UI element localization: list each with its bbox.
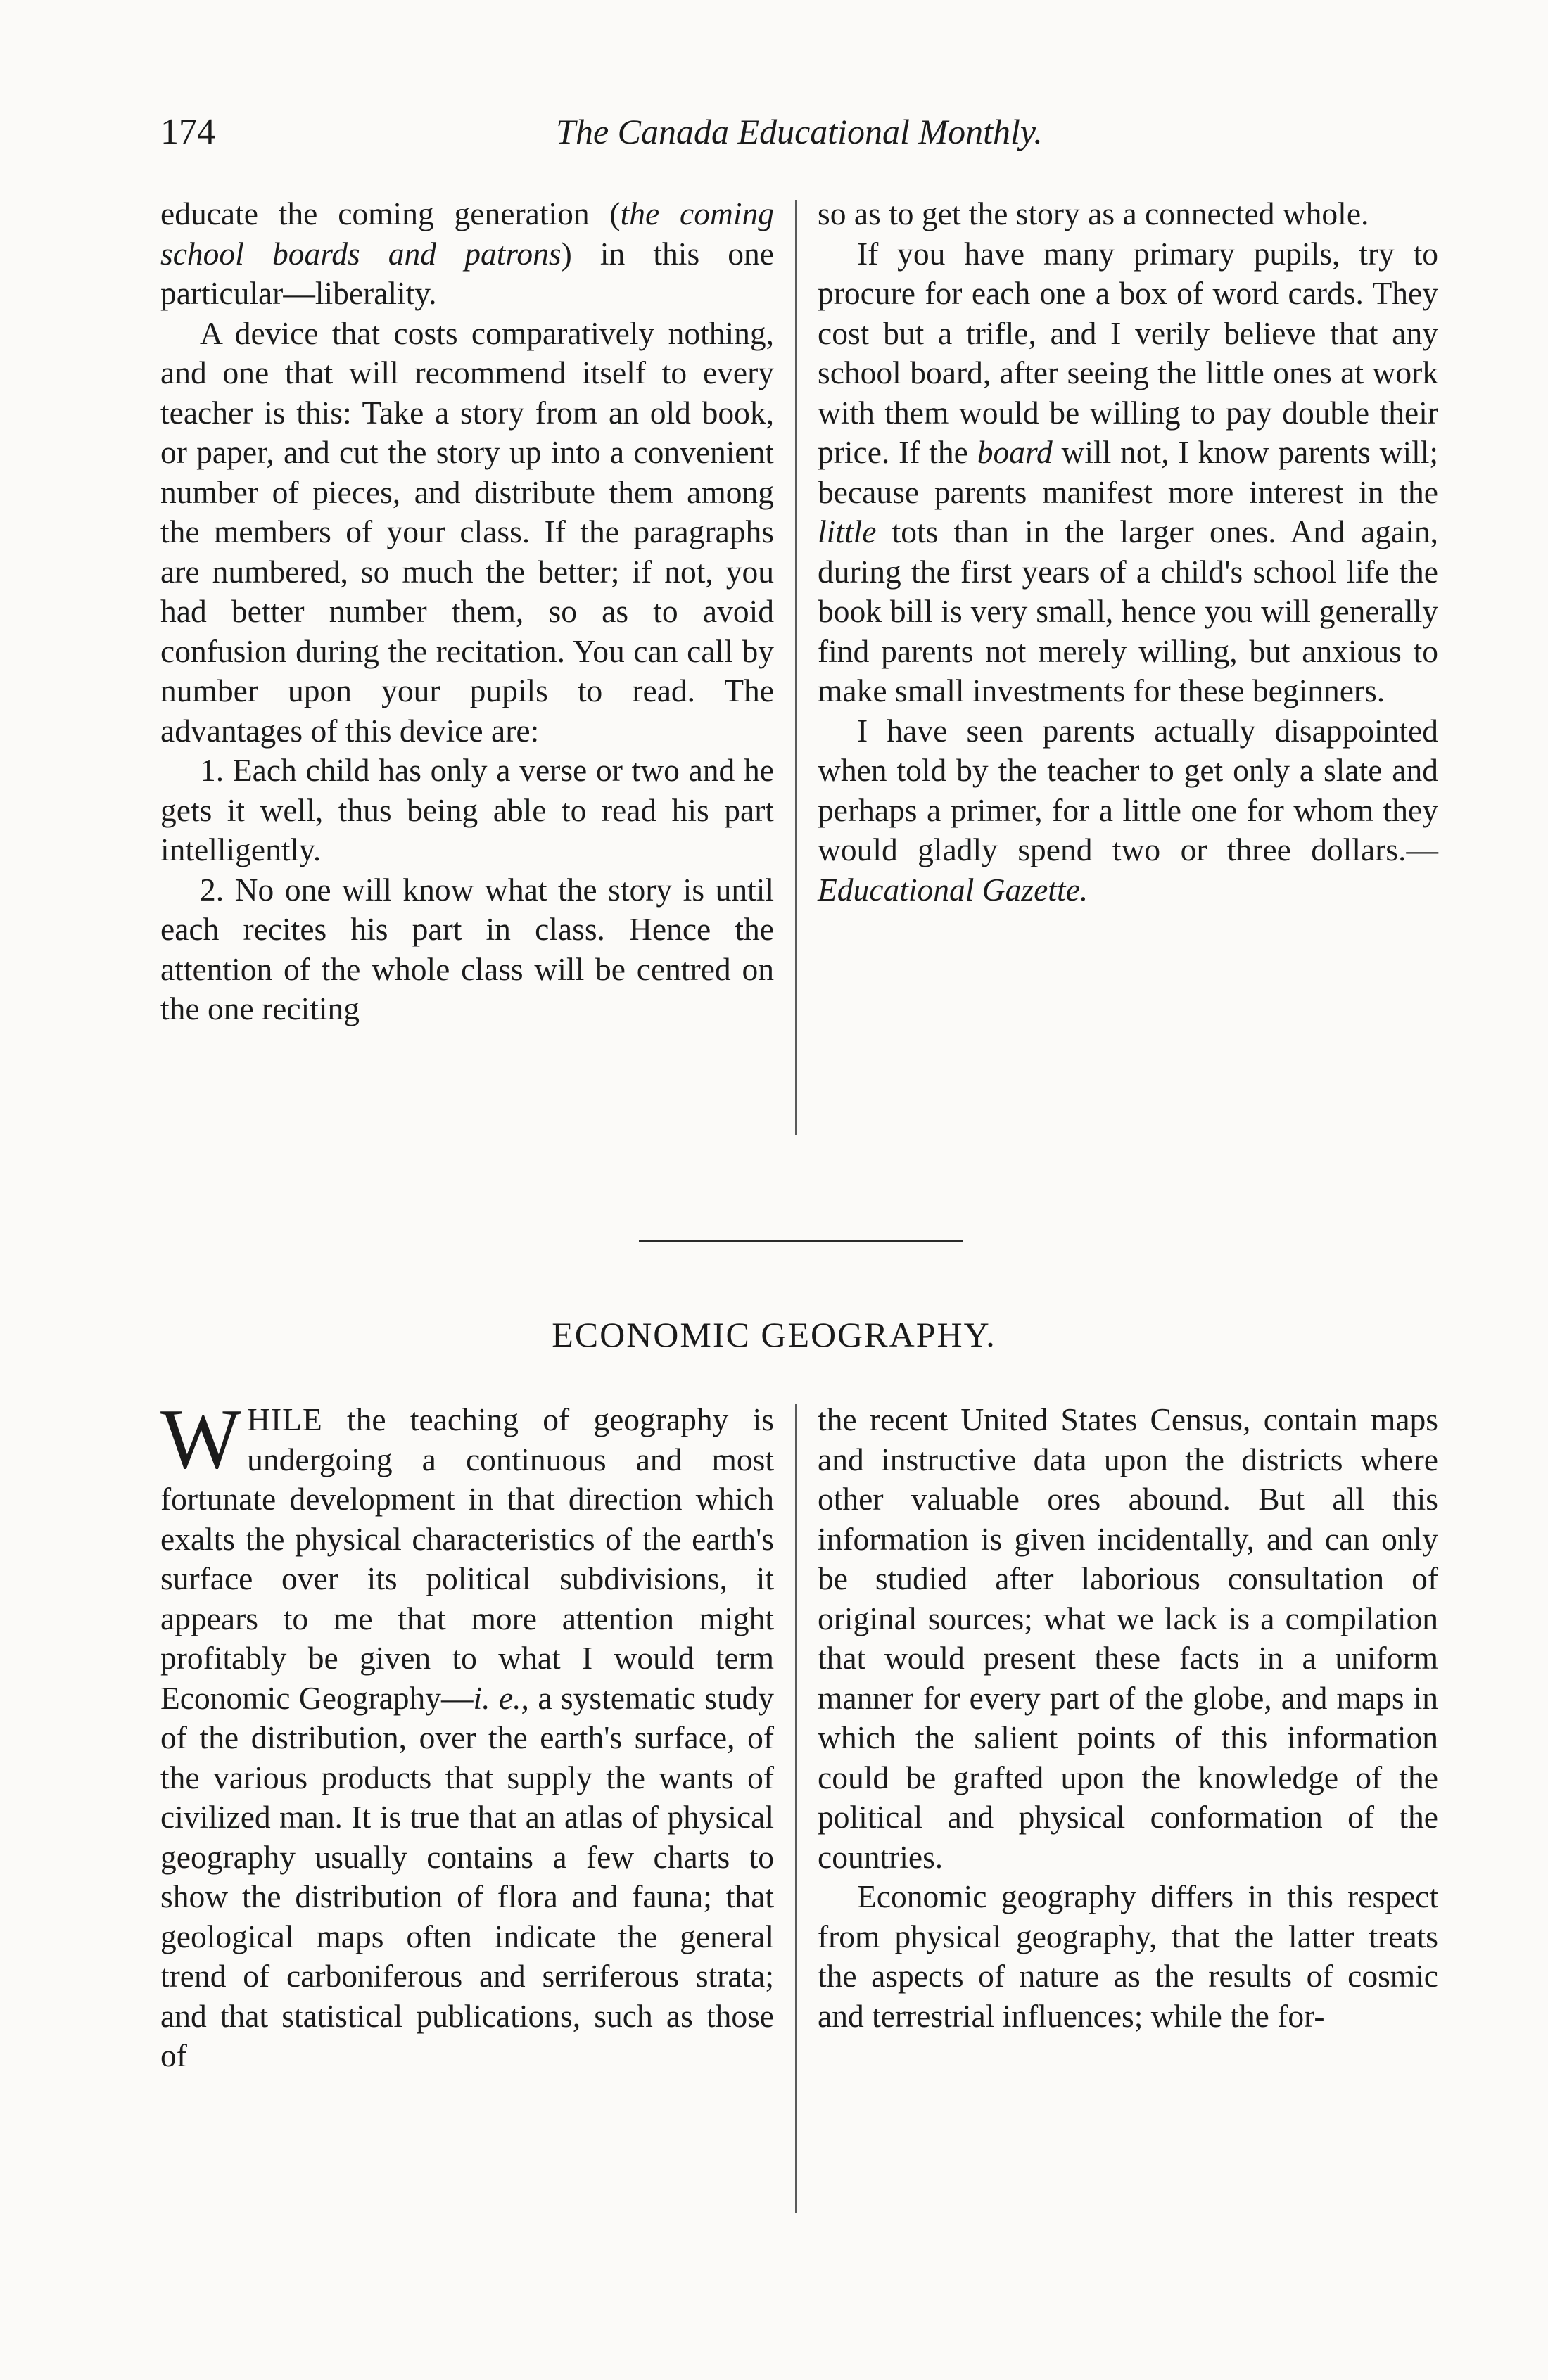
paragraph: If you have many primary pupils, try to procure for each one a box of word cards. They cost but a trifle, and I verily believe that any school board, after seeing the little ones at work with them would be willing to pay double their price. If the board will not, I know parents will; because parents manifest more interest in the little tots than in the larger ones. And again, during the first years of a child's school life the book bill is very small, hence you will generally find parents not merely willing, but anxious to make small investments for these beginners. (818, 235, 1439, 708)
bottom-right-column (818, 1400, 1438, 2036)
paragraph: WHILE the teaching of geography is undergoing a continuous and most fortunate development in that direction which exalts the physical characteristics of the earth's surface over its political subdivisions, it appears to me that more attention might profitably be given to what I would term Economic Geography—i. e., a systematic study of the distribution, over the earth's surface, of the various products that supply the wants of civilized man. It is true that an atlas of physical geography usually contains a few charts to show the distribution of flora and fauna; that geological maps often indicate the general trend of carboniferous and serriferous strata; and that statistical publications, such as those of (160, 1392, 774, 2073)
list-item: 1. Each child has only a verse or two and he gets it well, thus being able to read his part intelligently. (160, 752, 774, 867)
top-right-column (818, 194, 1438, 910)
running-title: The Canada Educational Monthly. (556, 112, 1043, 151)
section-title: ECONOMIC GEOGRAPHY. (552, 1315, 996, 1354)
section-divider (639, 1240, 963, 1242)
bottom-left-column (160, 1392, 774, 2076)
column-rule (795, 1404, 797, 2213)
drop-cap: W (160, 1392, 242, 1487)
paragraph: educate the coming generation (the coming school boards and patrons) in this one particular—liberality. (160, 196, 774, 311)
paragraph: the recent United States Census, contain maps and instructive data upon the districts where other valuable ores abound. But all this information is given incidentally, and can only be studied after laborious consultation of original sources; what we lack is a compilation that would present these facts in a uniform manner for every part of the globe, and maps in which the salient points of this information could be grafted upon the knowledge of the political and physical conformation of the countries. (818, 1401, 1438, 1875)
top-left-column (160, 194, 774, 1029)
page-header (160, 111, 1438, 160)
paragraph: I have seen parents actually disappointed when told by the teacher to get only a slate and perhaps a primer, for a little one for whom they would gladly spend two or three dollars.—Educational Gazette. (818, 712, 1438, 908)
paragraph: Economic geography differs in this respect from physical geography, that the latter treats the aspects of nature as the results of cosmic and terrestrial influences; while the for- (818, 1878, 1438, 2034)
list-item: 2. No one will know what the story is until each recites his part in class. Hence the attention of the whole class will be centred on the one reciting (160, 871, 774, 1026)
page-number: 174 (160, 112, 215, 152)
paragraph: so as to get the story as a connected whole. (818, 196, 1369, 231)
paragraph: A device that costs comparatively nothing, and one that will recommend itself to every teacher is this: Take a story from an old book, or paper, and cut the story up into a convenient number of pieces, and distribute them among the members of your class. If the paragraphs are numbered, so much the better; if not, you had better number them, so as to avoid confusion during the recitation. You can call by number upon your pupils to read. The advantages of this device are: (160, 314, 774, 749)
column-rule (795, 200, 797, 1135)
